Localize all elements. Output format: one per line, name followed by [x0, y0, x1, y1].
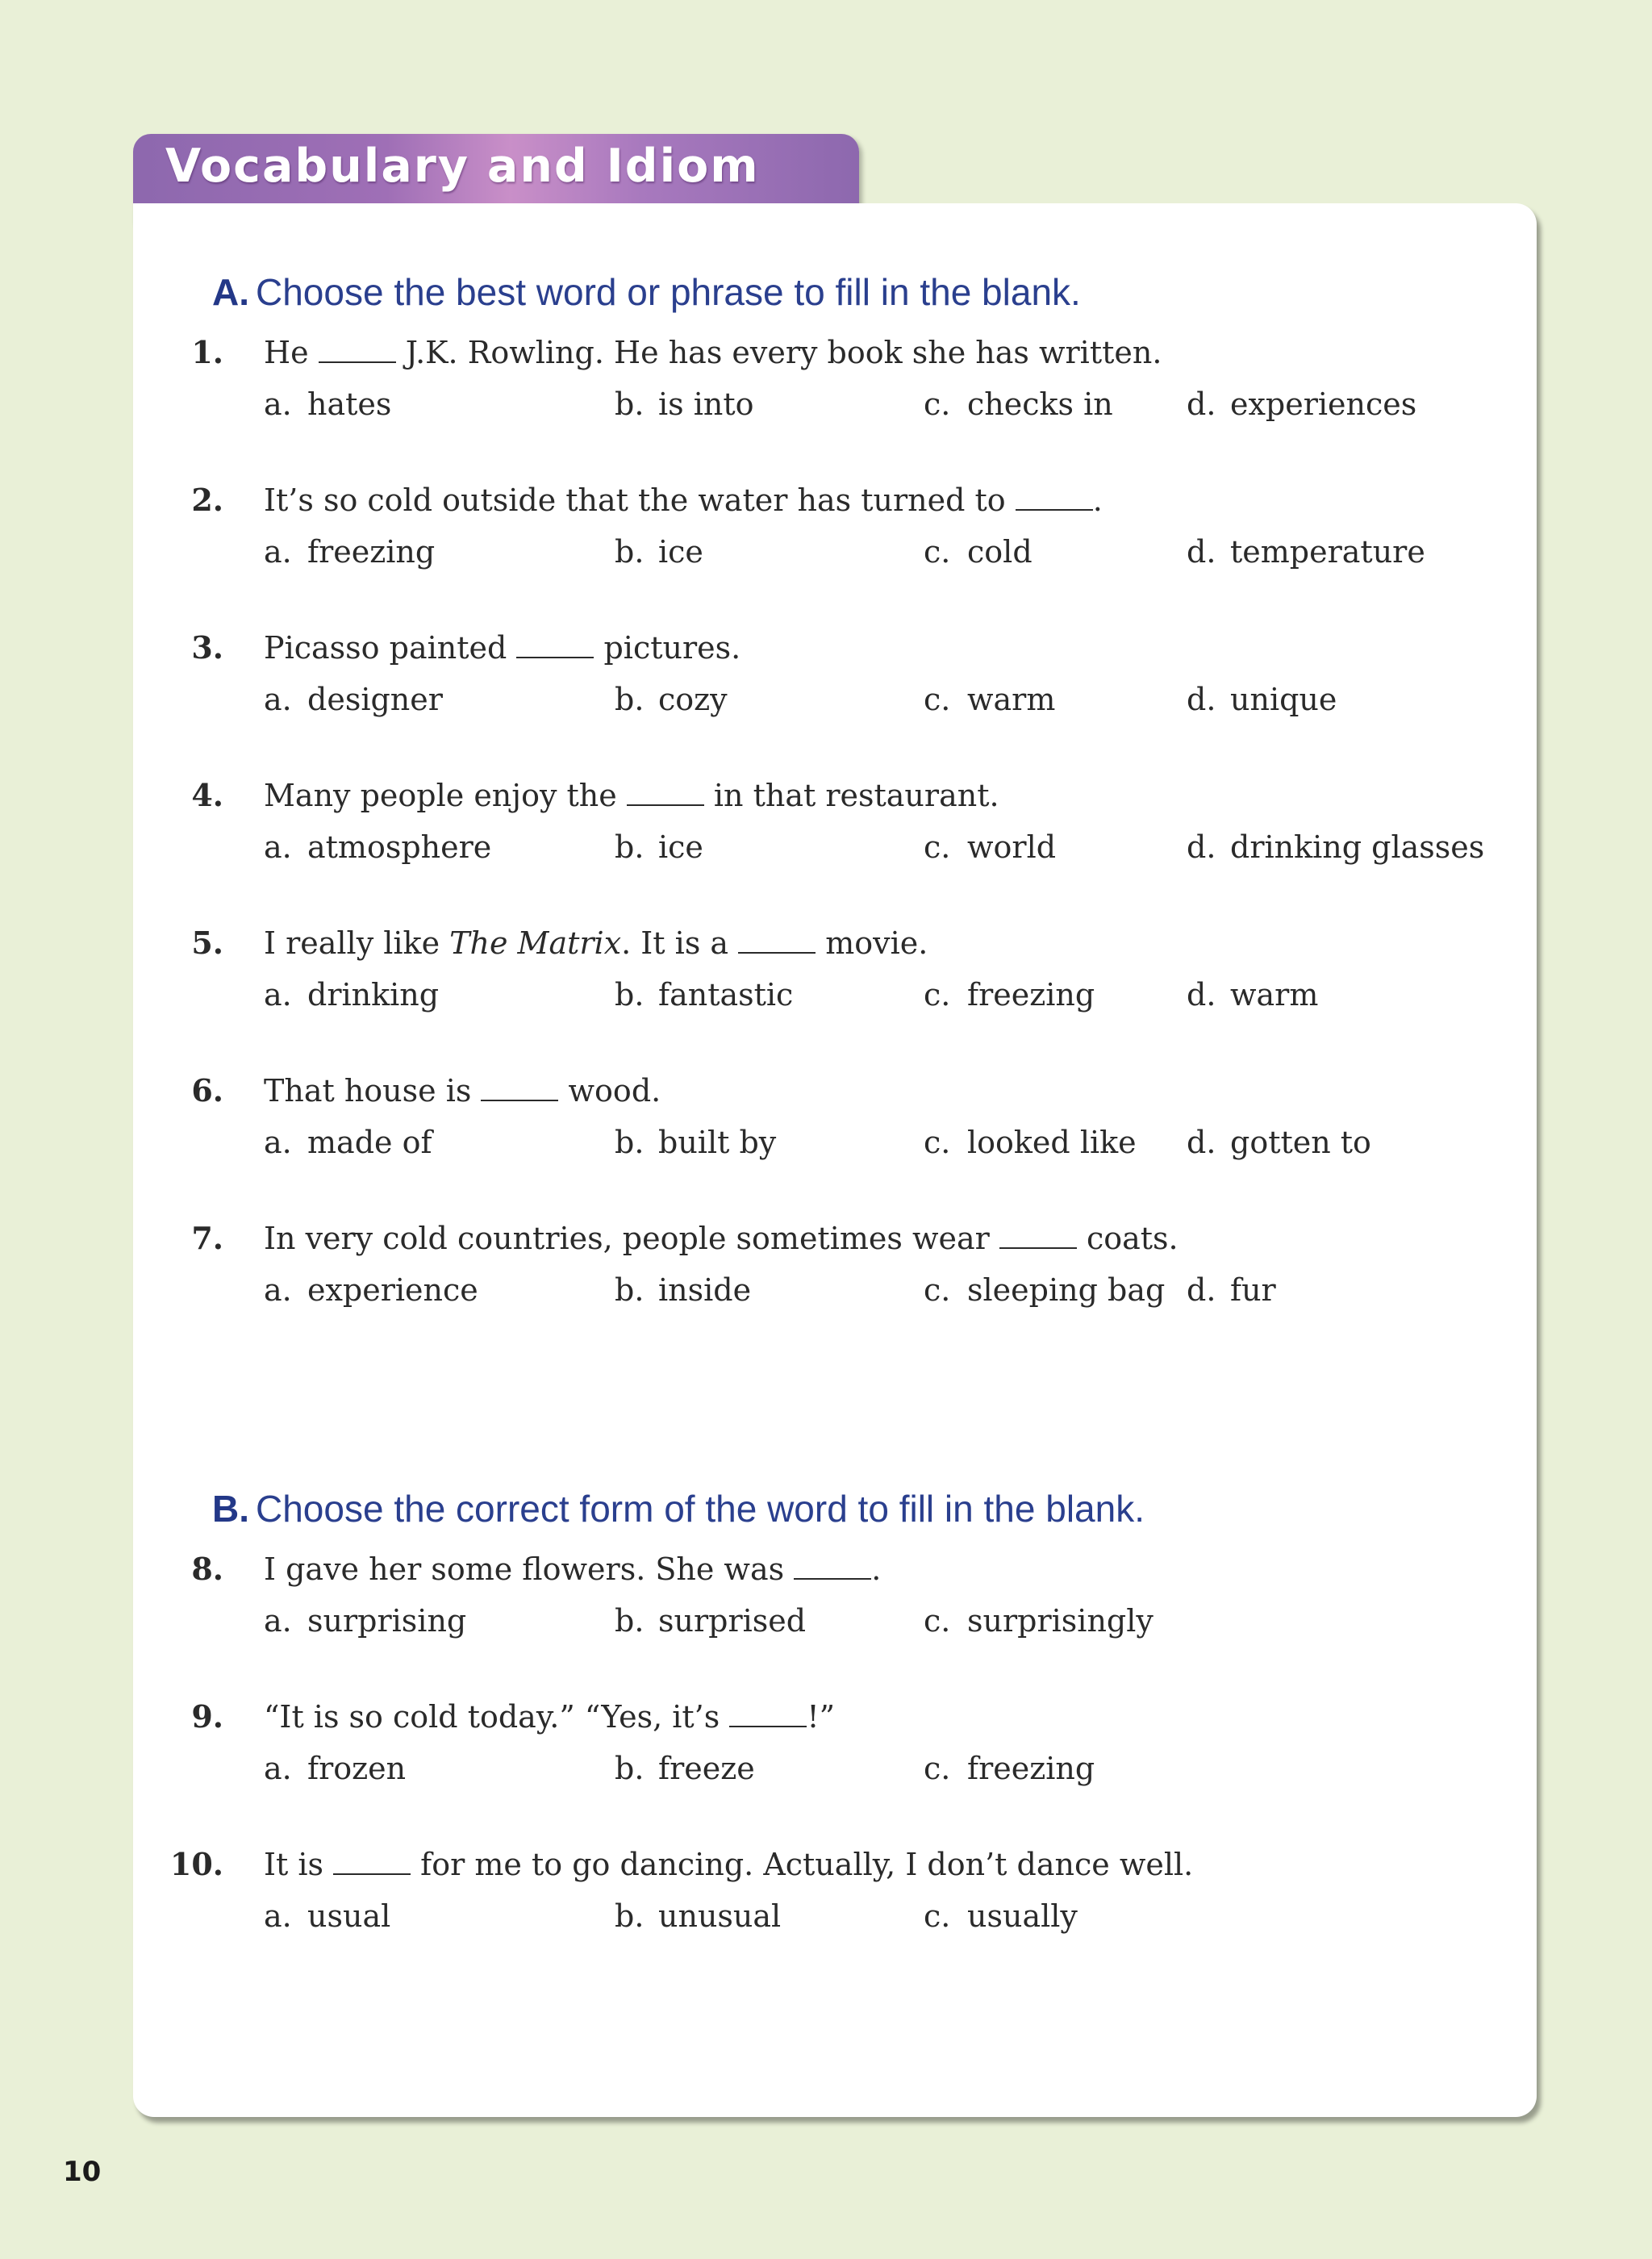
option-d[interactable]: d. gotten to [1187, 1125, 1371, 1160]
question-3 [133, 625, 1537, 738]
question-5 [133, 921, 1537, 1033]
question-number: 10. [169, 1846, 223, 1882]
question-number: 9. [191, 1698, 223, 1735]
question-text: Picasso painted pictures. [264, 630, 741, 666]
option-b[interactable]: b. surprised [615, 1603, 807, 1639]
option-c[interactable]: c. looked like [924, 1125, 1137, 1160]
option-a[interactable]: a. drinking [264, 977, 440, 1013]
page-number: 10 [63, 2156, 102, 2188]
option-c[interactable]: c. usually [924, 1898, 1078, 1934]
question-text: That house is wood. [264, 1073, 661, 1109]
section-a-heading [212, 268, 1081, 316]
option-a[interactable]: a. atmosphere [264, 829, 492, 865]
answer-blank[interactable] [1016, 482, 1093, 511]
question-number: 1. [191, 334, 223, 370]
option-b[interactable]: b. ice [615, 829, 703, 865]
option-a[interactable]: a. surprising [264, 1603, 467, 1639]
question-text: It is for me to go dancing. Actually, I don’t dance well. [264, 1847, 1194, 1882]
section-b-heading [212, 1484, 1145, 1533]
question-10 [133, 1842, 1537, 1955]
option-c[interactable]: c. sleeping bag [924, 1272, 1166, 1308]
question-number: 4. [191, 777, 223, 813]
answer-blank[interactable] [999, 1220, 1077, 1249]
movie-title: The Matrix [449, 925, 622, 961]
question-text: It’s so cold outside that the water has turned to . [264, 482, 1103, 518]
option-b[interactable]: b. inside [615, 1272, 752, 1308]
option-b[interactable]: b. freeze [615, 1751, 755, 1786]
question-1 [133, 330, 1537, 443]
option-d[interactable]: d. drinking glasses [1187, 829, 1485, 865]
section-b-letter: B. [212, 1488, 249, 1530]
option-c[interactable]: c. warm [924, 682, 1056, 717]
answer-blank[interactable] [729, 1698, 807, 1727]
option-d[interactable]: d. experiences [1187, 386, 1417, 422]
question-2 [133, 478, 1537, 591]
question-number: 3. [191, 629, 223, 666]
exercise-card [133, 203, 1537, 2117]
question-6 [133, 1068, 1537, 1181]
option-b[interactable]: b. is into [615, 386, 754, 422]
option-a[interactable]: a. hates [264, 386, 392, 422]
option-b[interactable]: b. ice [615, 534, 703, 570]
answer-blank[interactable] [516, 629, 594, 658]
question-text: “It is so cold today.” “Yes, it’s !” [264, 1699, 836, 1735]
option-c[interactable]: c. freezing [924, 977, 1095, 1013]
option-d[interactable]: d. fur [1187, 1272, 1276, 1308]
option-d[interactable]: d. unique [1187, 682, 1337, 717]
option-d[interactable]: d. temperature [1187, 534, 1425, 570]
option-b[interactable]: b. unusual [615, 1898, 782, 1934]
option-a[interactable]: a. designer [264, 682, 443, 717]
option-b[interactable]: b. fantastic [615, 977, 794, 1013]
option-c[interactable]: c. world [924, 829, 1057, 865]
option-c[interactable]: c. checks in [924, 386, 1113, 422]
question-number: 2. [191, 482, 223, 518]
section-b-instruction: Choose the correct form of the word to fill in the blank. [256, 1488, 1145, 1530]
page-title: Vocabulary and Idiom [165, 140, 760, 193]
option-c[interactable]: c. cold [924, 534, 1032, 570]
question-number: 8. [191, 1551, 223, 1587]
option-a[interactable]: a. freezing [264, 534, 436, 570]
option-a[interactable]: a. made of [264, 1125, 432, 1160]
option-a[interactable]: a. frozen [264, 1751, 407, 1786]
question-text: I gave her some flowers. She was . [264, 1551, 882, 1587]
answer-blank[interactable] [481, 1072, 558, 1101]
option-c[interactable]: c. freezing [924, 1751, 1095, 1786]
question-text: Many people enjoy the in that restaurant. [264, 778, 999, 813]
option-b[interactable]: b. cozy [615, 682, 728, 717]
answer-blank[interactable] [319, 334, 396, 363]
question-number: 6. [191, 1072, 223, 1109]
question-4 [133, 773, 1537, 886]
question-text: He J.K. Rowling. He has every book she has written. [264, 335, 1162, 370]
question-text: In very cold countries, people sometimes wear coats. [264, 1221, 1179, 1256]
answer-blank[interactable] [333, 1846, 411, 1875]
answer-blank[interactable] [794, 1551, 871, 1580]
question-text: I really like The Matrix. It is a movie. [264, 925, 928, 961]
option-c[interactable]: c. surprisingly [924, 1603, 1153, 1639]
option-a[interactable]: a. usual [264, 1898, 391, 1934]
option-a[interactable]: a. experience [264, 1272, 478, 1308]
question-9 [133, 1694, 1537, 1807]
section-a-instruction: Choose the best word or phrase to fill in the blank. [256, 271, 1081, 313]
answer-blank[interactable] [627, 777, 704, 806]
question-number: 7. [191, 1220, 223, 1256]
option-d[interactable]: d. warm [1187, 977, 1319, 1013]
question-8 [133, 1547, 1537, 1660]
question-number: 5. [191, 925, 223, 961]
answer-blank[interactable] [738, 925, 816, 954]
option-b[interactable]: b. built by [615, 1125, 777, 1160]
section-a-letter: A. [212, 271, 249, 313]
question-7 [133, 1216, 1537, 1329]
